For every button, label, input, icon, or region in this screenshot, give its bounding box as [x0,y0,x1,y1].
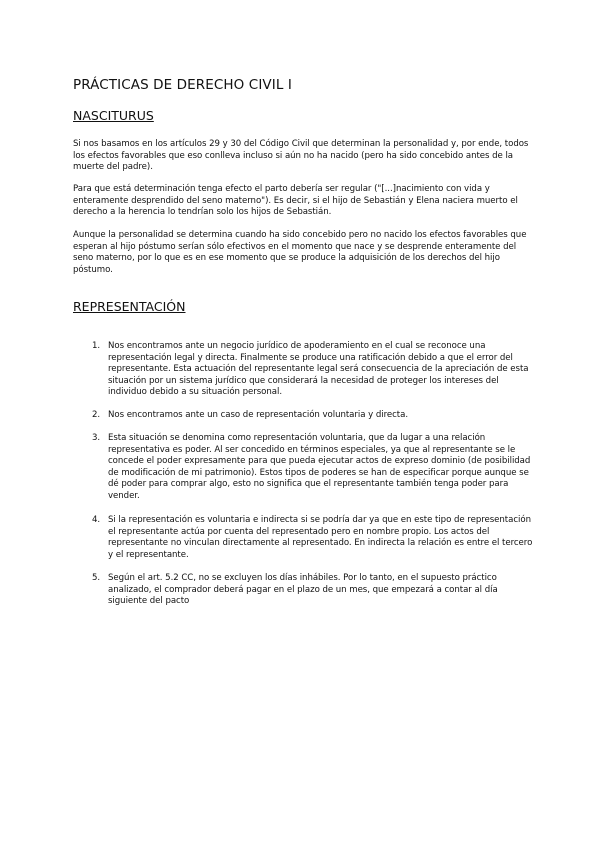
section-heading-representacion: REPRESENTACIÓN [73,299,186,314]
section-heading-nasciturus: NASCITURUS [73,108,154,123]
list-item-number: 5. [92,573,101,583]
list-item-text: Si la representación es voluntaria e indirecta si se podría dar ya que en este tipo de representación el representante actúa por cuenta del representado pero en nombre propio. Los actos del representante no vinculan directamente al representado. En indirecta la relación es entre el tercero y el representante. [108,515,533,560]
list-item-text: Nos encontramos ante un negocio jurídico de apoderamiento en el cual se reconoce una representación legal y directa. Finalmente se produce una ratificación debido a que el error del representante. Esta actuación del representante legal será consecuencia de la apreciación de esta situación por un sistema jurídico que considerará la necesidad de proteger los intereses del individuo debido a su situación personal. [108,341,529,397]
list-item [92,573,534,608]
list-item-number: 2. [92,410,101,420]
list-item-number: 1. [92,341,101,351]
list-item [92,515,534,561]
list-item [92,433,534,502]
list-item-text: Según el art. 5.2 CC, no se excluyen los días inhábiles. Por lo tanto, en el supuesto práctico analizado, el comprador deberá pagar en el plazo de un mes, que empezará a contar al día siguiente del pacto [108,573,498,606]
list-item-text: Esta situación se denomina como representación voluntaria, que da lugar a una relación representativa es poder. Al ser concedido en términos especiales, ya que al representante se le concede el poder expresamente para que pueda ejecutar actos de expreso dominio (de posibilidad de modificación de mi patrimonio). Estos tipos de poderes se han de especificar porque aunque se dé poder para comprar algo, esto no significa que el representante también tenga poder para vender. [108,433,531,501]
paragraph: Si nos basamos en los artículos 29 y 30 del Código Civil que determinan la personalidad y, por ende, todos los efectos favorables que eso conlleva incluso si aún no ha nacido (pero ha sido concebido antes de la muerte del padre). [73,139,529,172]
list-item-number: 3. [92,433,101,443]
paragraph: Aunque la personalidad se determina cuando ha sido concebido pero no nacido los efectos favorables que esperan al hijo póstumo serían sólo efectivos en el momento que nace y se desprende enteramente del seno materno, por lo que es en ese momento que se produce la adquisición de los derechos del hijo póstumo. [73,230,527,275]
list-item-text: Nos encontramos ante un caso de representación voluntaria y directa. [108,410,409,420]
paragraph: Para que está determinación tenga efecto el parto debería ser regular ("[...]nacimiento con vida y enteramente desprendido del seno materno"). Es decir, si el hijo de Sebastián y Elena naciera muerto el derecho a la herencia lo tendrían solo los hijos de Sebastián. [73,184,518,217]
list-item [92,341,534,399]
document-title: PRÁCTICAS DE DERECHO CIVIL I [73,77,292,93]
list-item [92,410,534,422]
list-item-number: 4. [92,515,101,525]
